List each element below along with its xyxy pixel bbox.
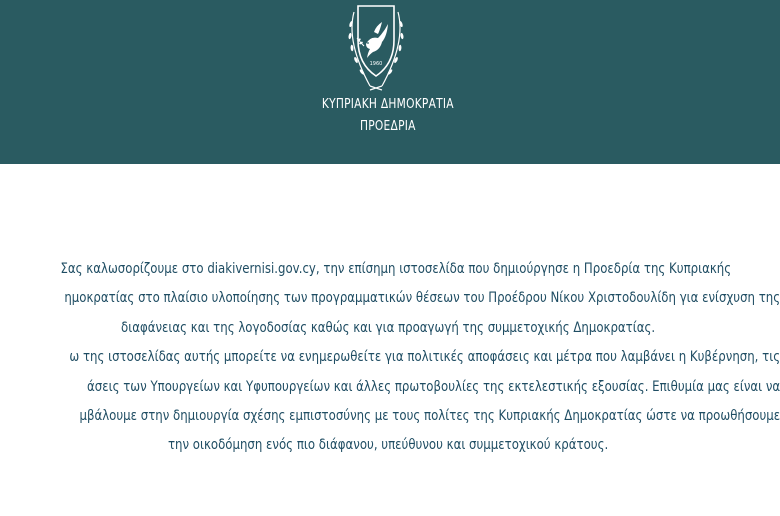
site-header	[0, 0, 780, 164]
welcome-line: Σας καλωσορίζουμε στο diakivernisi.gov.cy, την επίσημη ιστοσελίδα που δημιούργησε η Προεδρία της Κυπριακής	[60, 261, 732, 277]
welcome-line: ημοκρατίας στο πλαίσιο υλοποίησης των προγραμματικών θέσεων του Προέδρου Νίκου Χριστοδουλίδη για ενίσχυση της	[64, 290, 780, 306]
department-name: ΠΡΟΕΔΡΙΑ	[359, 119, 416, 134]
welcome-line: διαφάνειας και της λογοδοσίας καθώς και για προαγωγή της συμμετοχικής Δημοκρατίας.	[121, 320, 656, 336]
org-name: ΚΥΠΡΙΑΚΗ ΔΗΜΟΚΡΑΤΙΑ	[321, 97, 454, 112]
welcome-line: την οικοδόμηση ενός πιο διάφανου, υπεύθυνου και συμμετοχικού κράτους.	[167, 437, 609, 453]
welcome-line: μβάλουμε στην δημιουργία σχέσης εμπιστοσύνης με τους πολίτες της Κυπριακής Δημοκρατίας ώστε να προωθήσουμε	[79, 408, 780, 424]
welcome-line: ω της ιστοσελίδας αυτής μπορείτε να ενημερωθείτε για πολιτικές αποφάσεις και μέτρα που λαμβάνει η Κυβέρνηση, τις	[69, 349, 780, 365]
emblem-year: 1960	[369, 61, 383, 67]
cyprus-coat-of-arms-icon	[340, 2, 412, 92]
welcome-message	[0, 255, 780, 495]
welcome-line: άσεις των Υπουργείων και Υφυπουργείων και άλλες πρωτοβουλίες της εκτελεστικής εξουσίας. Επιθυμία μας είναι να	[86, 379, 780, 395]
